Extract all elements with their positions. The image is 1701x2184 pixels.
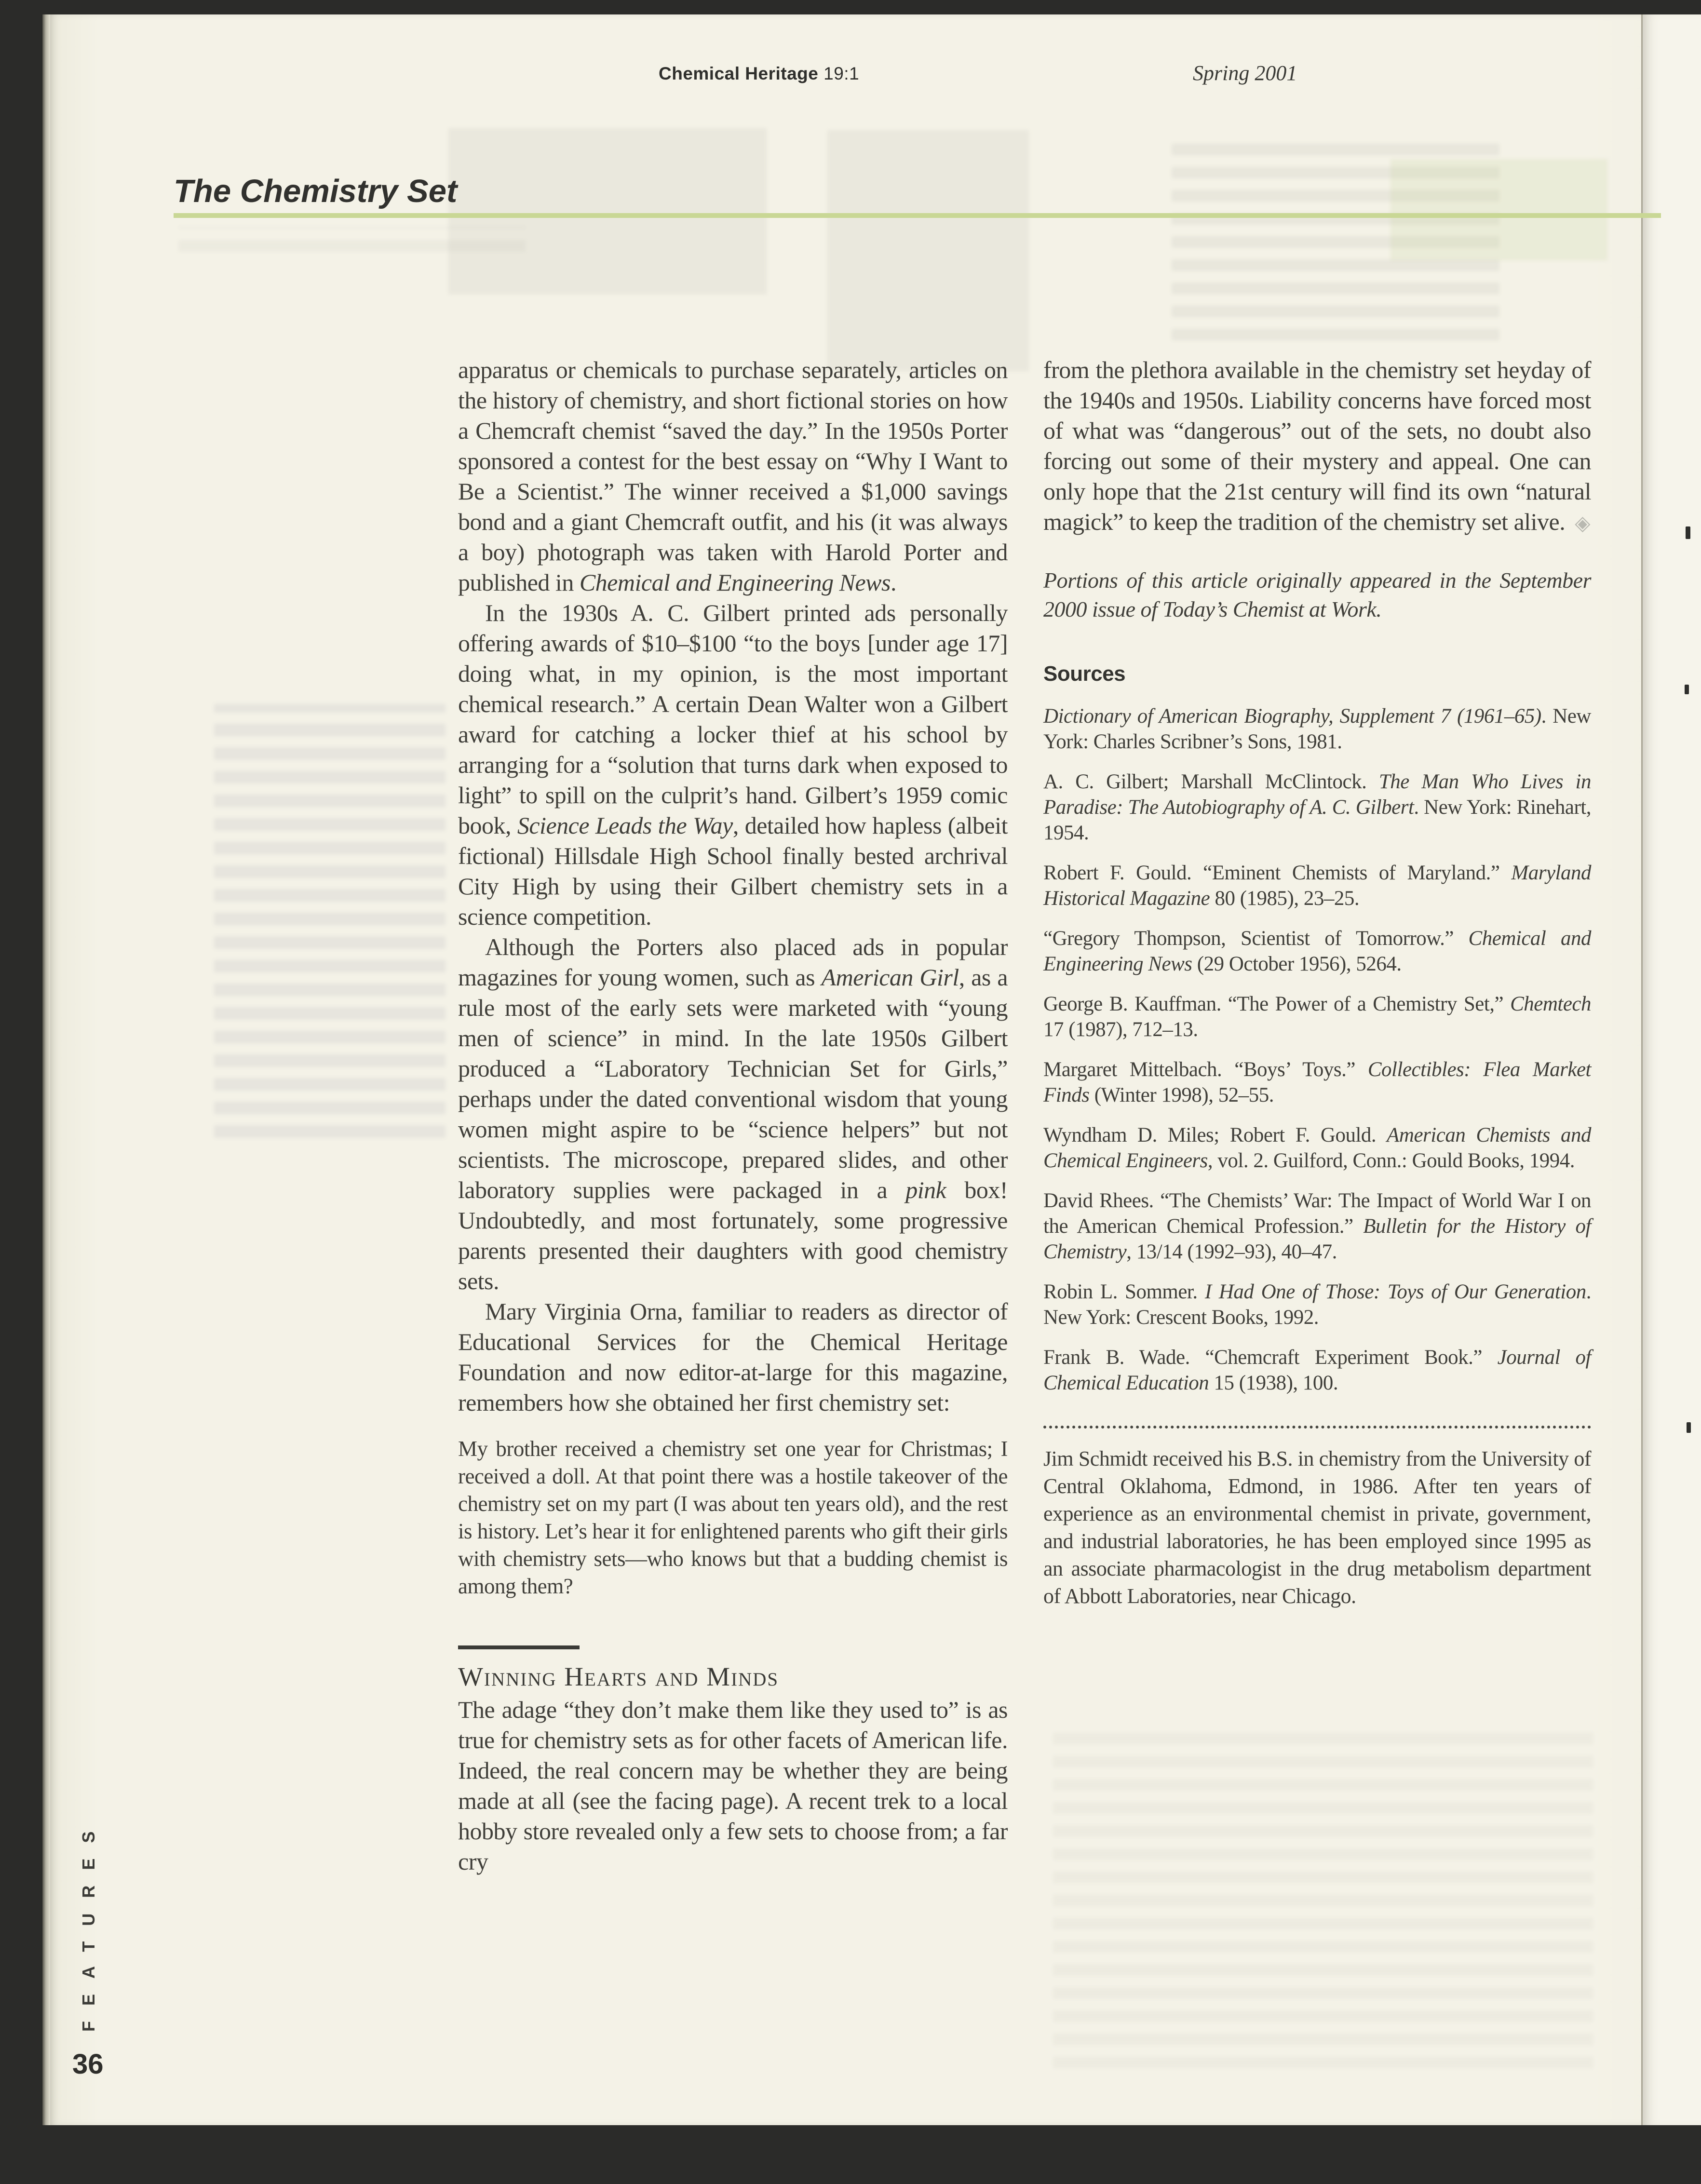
- source-entry: A. C. Gilbert; Marshall McClintock. The Man Who Lives in Paradise: The Autobiography of A. C. Gilbert. New York: Rinehart, 1954.: [1043, 770, 1591, 844]
- issue-season: Spring 2001: [1193, 61, 1297, 85]
- left-column: [458, 355, 1008, 1877]
- features-section-label: FEATURES: [79, 1816, 98, 2032]
- bleed-through-block: [178, 227, 526, 252]
- bleed-through-block: [827, 130, 1029, 371]
- body-paragraph: In the 1930s A. C. Gilbert printed ads personally offering awards of $10–$100 “to the boys [under age 17] doing what, in my opinion, is the most important chemical research.” A certain Dean Walter won a Gilbert award for catching a locker thief at his school by arranging for a “solution that turns dark when exposed to light” to spill on the culprit’s hand. Gilbert’s 1959 comic book, Science Leads the Way, detailed how hapless (albeit fictional) Hillsdale High School finally bested archrival City High by using their Gilbert chemistry sets in a science competition.: [458, 599, 1008, 930]
- source-entry: Wyndham D. Miles; Robert F. Gould. American Chemists and Chemical Engineers, vol. 2. Guilford, Conn.: Gould Books, 1994.: [1043, 1124, 1591, 1172]
- source-entry: “Gregory Thompson, Scientist of Tomorrow.” Chemical and Engineering News (29 October 1956), 5264.: [1043, 927, 1591, 975]
- magazine-page: [50, 14, 1701, 2125]
- article-note: Portions of this article originally appeared in the September 2000 issue of Today’s Chemist at Work.: [1043, 568, 1591, 621]
- body-paragraph: from the plethora available in the chemistry set heyday of the 1940s and 1950s. Liability concerns have forced most of what was “dangerous” out of the sets, no doubt also forcing out some of their mystery and appeal. One can only hope that the 21st century will find its own “natural magick” to keep the tradition of the chemistry set alive. ◈: [1043, 356, 1591, 535]
- scan-speck: [1687, 1422, 1691, 1433]
- journal-title: Chemical Heritage: [659, 64, 819, 83]
- source-entry: Frank B. Wade. “Chemcraft Experiment Book.” Journal of Chemical Education 15 (1938), 100.: [1043, 1346, 1591, 1394]
- source-entry: Margaret Mittelbach. “Boys’ Toys.” Collectibles: Flea Market Finds (Winter 1998), 52–55.: [1043, 1058, 1591, 1106]
- section-heading: Winning Hearts and Minds: [458, 1662, 779, 1691]
- article-title: The Chemistry Set: [174, 173, 458, 209]
- end-of-article-icon: ◈: [1575, 512, 1591, 535]
- journal-issue: 19:1: [824, 64, 860, 83]
- source-entry: Robin L. Sommer. I Had One of Those: Toys of Our Generation. New York: Crescent Books, 1992.: [1043, 1281, 1592, 1329]
- right-column: [1043, 355, 1591, 1610]
- scan-speck: [1686, 526, 1690, 539]
- author-bio: Jim Schmidt received his B.S. in chemistry from the University of Central Oklahoma, Edmond, in 1986. After ten years of experience as an environmental chemist in private, government, and industrial laboratories, he has been employed since 1995 as an associate pharmacologist in the drug metabolism department of Abbott Laboratories, near Chicago.: [1043, 1447, 1591, 1608]
- body-paragraph: Mary Virginia Orna, familiar to readers as director of Educational Services for the Chemical Heritage Foundation and now editor-at-large for this magazine, remembers how she obtained her first chemistry set:: [458, 1298, 1008, 1416]
- section-heading-rule: [458, 1645, 580, 1649]
- journal-masthead: [659, 64, 859, 84]
- adjacent-page-strip: [1641, 14, 1701, 2125]
- body-paragraph: Although the Porters also placed ads in popular magazines for young women, such as American Girl, as a rule most of the early sets were marketed with “young men of science” in mind. In the late 1950s Gilbert produced a “Laboratory Technician Set for Girls,” perhaps under the dated conventional wisdom that young women might aspire to be “science helpers” but not scientists. The microscope, prepared slides, and other laboratory supplies were packaged in a pink box! Undoubtedly, and most fortunately, some progressive parents presented their daughters with good chemistry sets.: [458, 933, 1008, 1294]
- source-entry: David Rhees. “The Chemists’ War: The Impact of World War I on the American Chemical Profession.” Bulletin for the History of Chemistry, 13/14 (1992–93), 40–47.: [1043, 1189, 1591, 1263]
- page-number: 36: [72, 2049, 104, 2080]
- source-entry: Robert F. Gould. “Eminent Chemists of Maryland.” Maryland Historical Magazine 80 (1985), 23–25.: [1043, 862, 1591, 910]
- bleed-through-block: [1053, 1731, 1593, 2068]
- bleed-through-block: [1172, 133, 1499, 340]
- bleed-through-block: [1390, 159, 1607, 260]
- page-paper-edge: [42, 14, 50, 2125]
- bleed-through-block: [214, 704, 446, 1138]
- source-entry: George B. Kauffman. “The Power of a Chemistry Set,” Chemtech 17 (1987), 712–13.: [1043, 993, 1591, 1041]
- body-paragraph: apparatus or chemicals to purchase separately, articles on the history of chemistry, and short fictional stories on how a Chemcraft chemist “saved the day.” In the 1950s Porter sponsored a contest for the best essay on “Why I Want to Be a Scientist.” The winner received a $1,000 savings bond and a giant Chemcraft outfit, and his (it was always a boy) photograph was taken with Harold Porter and published in Chemical and Engineering News.: [458, 356, 1008, 596]
- title-accent-rule: [174, 213, 1661, 218]
- scan-speck: [1685, 685, 1689, 694]
- bleed-through-block: [448, 128, 767, 294]
- bio-divider: [1043, 1426, 1591, 1429]
- sources-heading: Sources: [1043, 662, 1126, 686]
- block-quote: My brother received a chemistry set one year for Christmas; I received a doll. At that point there was a hostile takeover of the chemistry set on my part (I was about ten years old), and the rest is history. Let’s hear it for enlightened parents who gift their girls with chemistry sets—who knows but that a budding chemist is among them?: [458, 1437, 1008, 1598]
- body-paragraph: The adage “they don’t make them like they used to” is as true for chemistry sets as for other facets of American life. Indeed, the real concern may be whether they are being made at all (see the facing page). A recent trek to a local hobby store revealed only a few sets to choose from; a far cry: [458, 1696, 1008, 1875]
- source-entry: Dictionary of American Biography, Supplement 7 (1961–65). New York: Charles Scribner’s Sons, 1981.: [1043, 705, 1591, 753]
